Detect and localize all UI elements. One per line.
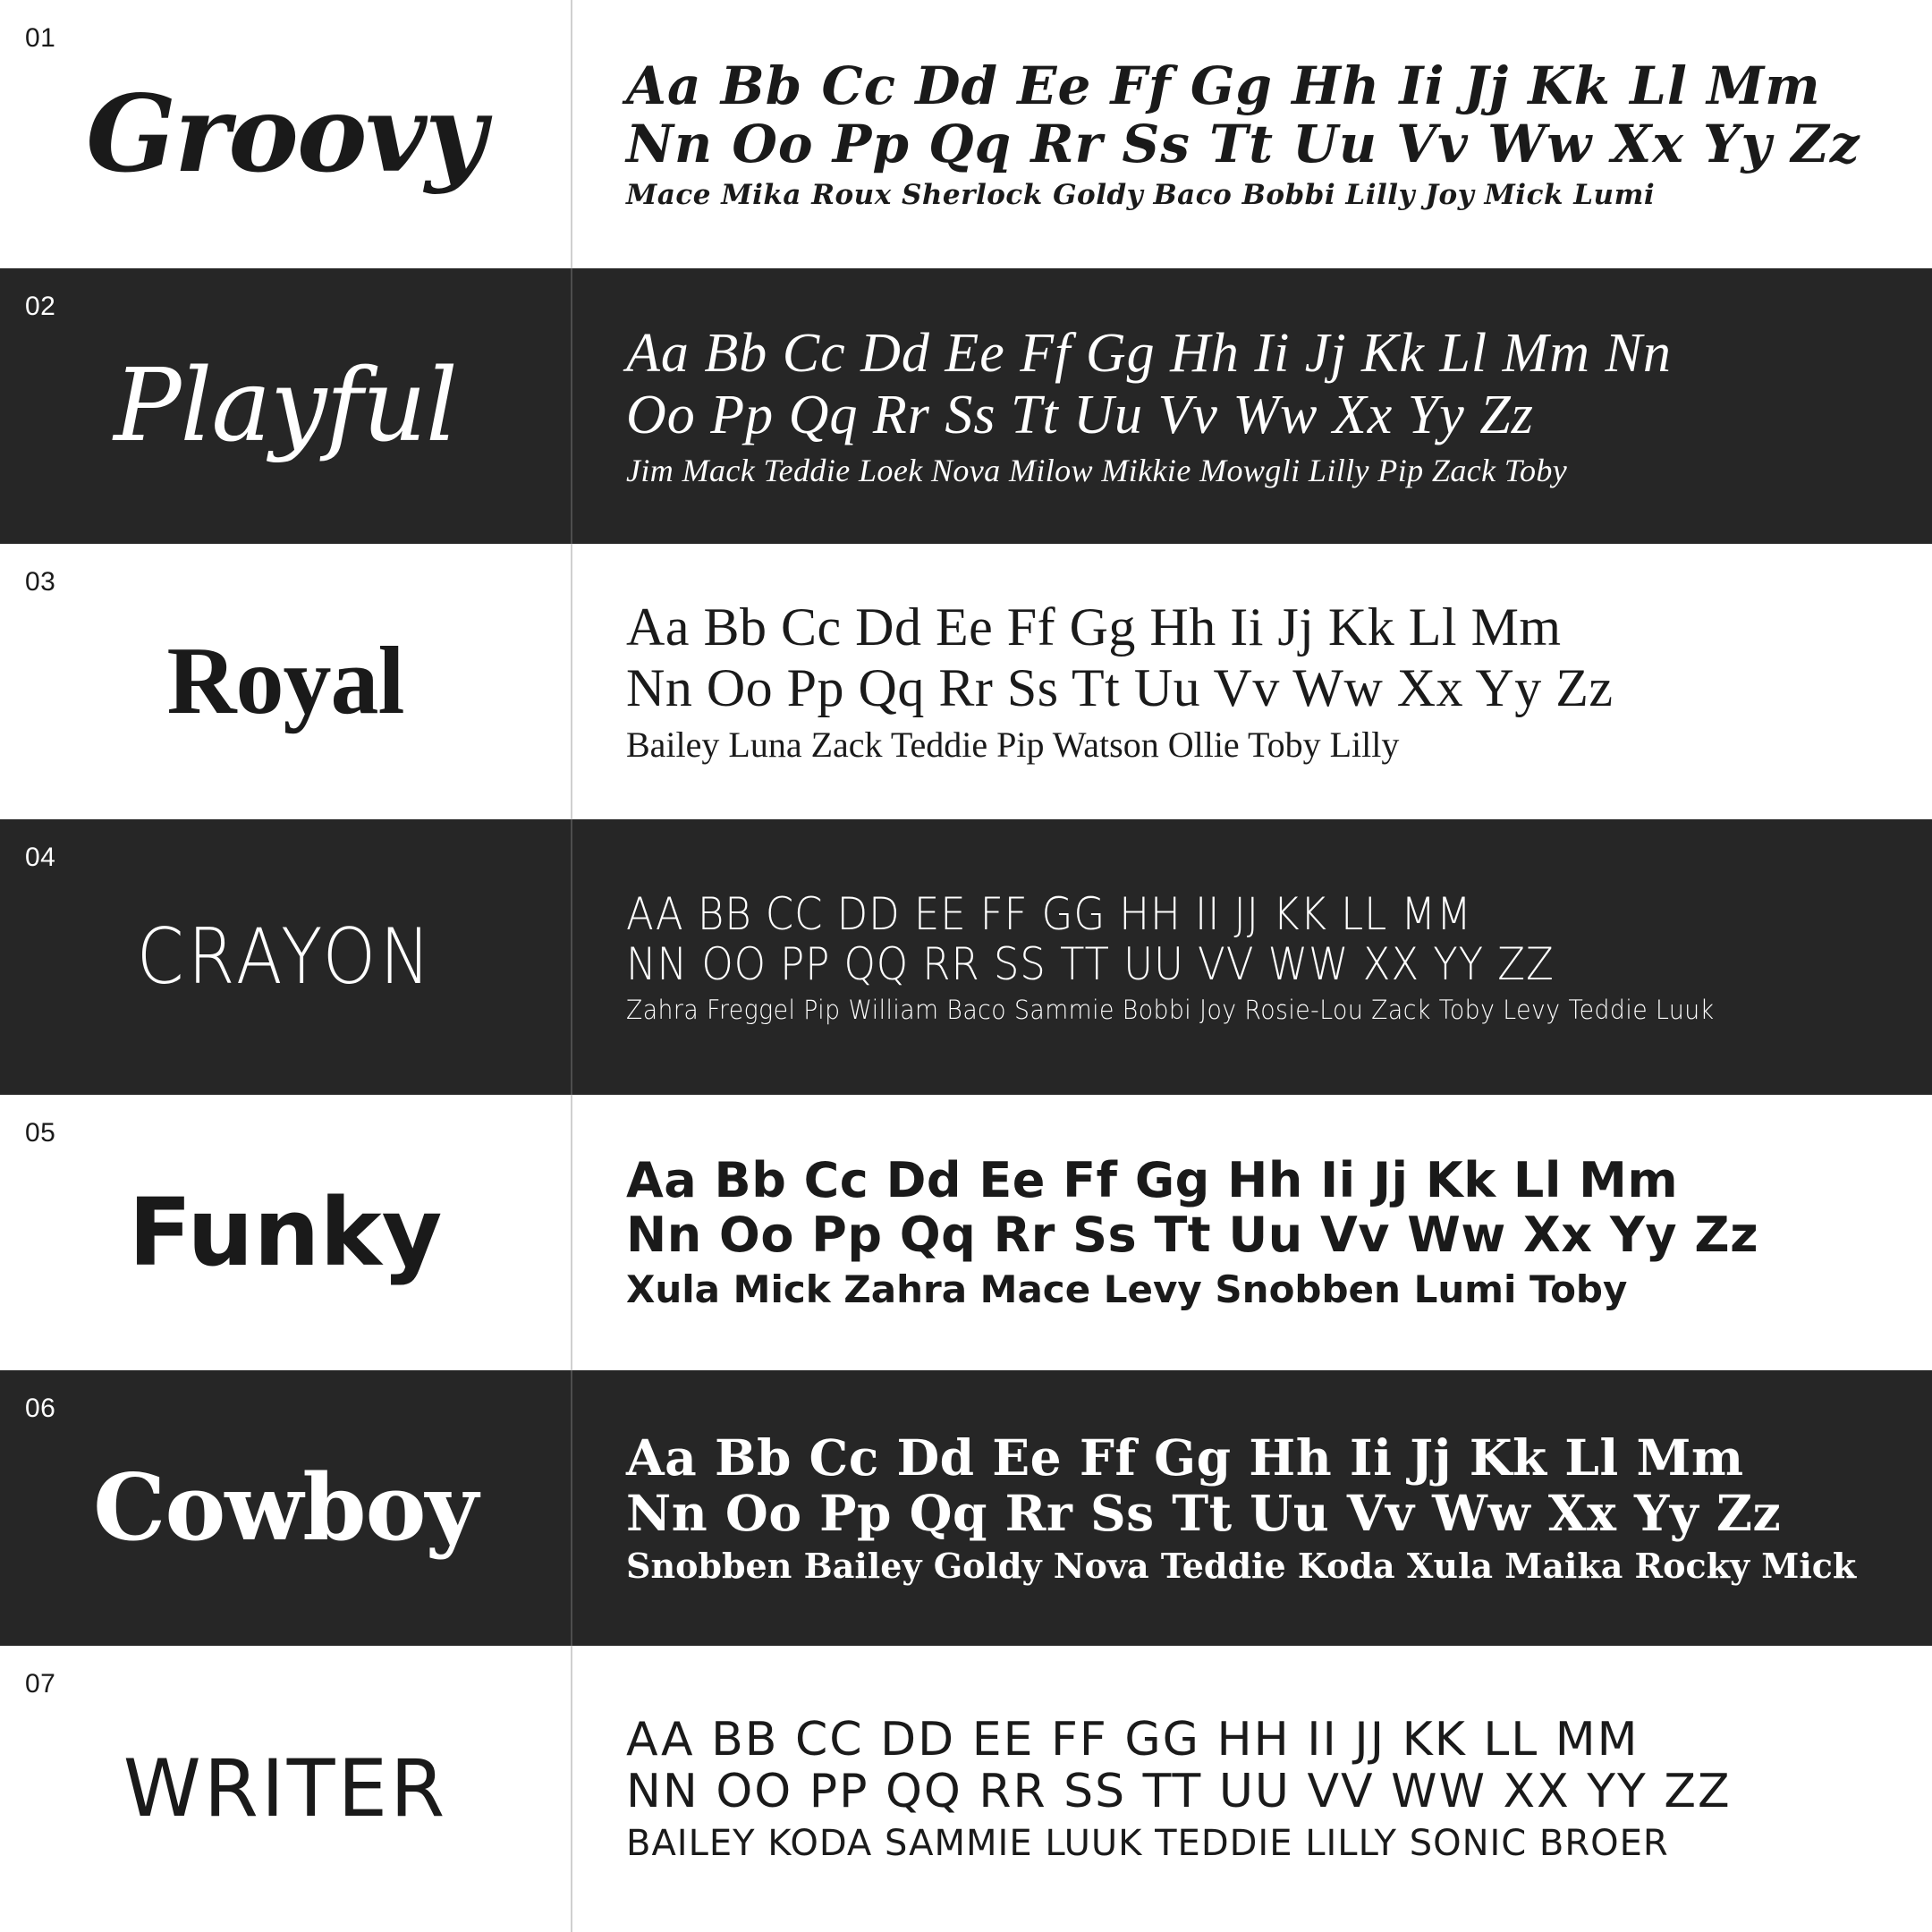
font-name: CRAYON xyxy=(136,912,435,1002)
font-specimen-area xyxy=(572,1370,1932,1646)
sample-names: Snobben Bailey Goldy Nova Teddie Koda Xula Maika Rocky Mick xyxy=(626,1546,1857,1587)
row-index: 07 xyxy=(25,1669,56,1699)
font-row-cowboy[interactable] xyxy=(0,1370,1932,1646)
alphabet-line-1: Aa Bb Cc Dd Ee Ff Gg Hh Ii Jj Kk Ll Mm Nn xyxy=(626,322,1672,384)
font-row-groovy[interactable] xyxy=(0,0,1932,268)
row-index: 01 xyxy=(25,23,56,53)
font-name: Cowboy xyxy=(93,1454,478,1562)
font-specimen-area xyxy=(572,268,1932,544)
font-row-label-area xyxy=(0,0,572,268)
font-row-crayon[interactable] xyxy=(0,819,1932,1095)
alphabet-line-1: Aa Bb Cc Dd Ee Ff Gg Hh Ii Jj Kk Ll Mm xyxy=(626,1428,1744,1487)
row-index: 02 xyxy=(25,292,56,321)
alphabet-line-1: Aa Bb Cc Dd Ee Ff Gg Hh Ii Jj Kk Ll Mm xyxy=(626,55,1821,117)
alphabet-line-1: Aa Bb Cc Dd Ee Ff Gg Hh Ii Jj Kk Ll Mm xyxy=(626,597,1562,657)
row-index: 04 xyxy=(25,843,56,872)
font-name: Funky xyxy=(128,1178,443,1287)
sample-names: Bailey Luna Zack Teddie Pip Watson Ollie Toby Lilly xyxy=(626,724,1400,765)
font-specimen-area xyxy=(572,819,1932,1095)
font-row-label-area xyxy=(0,268,572,544)
font-specimen-area xyxy=(572,1646,1932,1932)
alphabet-line-1: Aa Bb Cc Dd Ee Ff Gg Hh Ii Jj Kk Ll Mm xyxy=(626,1152,1679,1209)
row-index: 06 xyxy=(25,1394,56,1423)
alphabet-line-2: NN OO PP QQ RR SS TT UU VV WW XX YY ZZ xyxy=(626,938,1555,990)
font-row-label-area xyxy=(0,1646,572,1932)
font-row-playful[interactable] xyxy=(0,268,1932,544)
sample-names: Zahra Freggel Pip William Baco Sammie Bobbi Joy Rosie-Lou Zack Toby Levy Teddie Luuk xyxy=(626,995,1715,1025)
font-row-label-area xyxy=(0,1370,572,1646)
font-row-label-area xyxy=(0,1095,572,1370)
font-name: Groovy xyxy=(86,72,485,196)
row-index: 03 xyxy=(25,567,56,597)
alphabet-line-1: AA BB CC DD EE FF GG HH II JJ KK LL MM xyxy=(626,1712,1640,1767)
row-index: 05 xyxy=(25,1118,56,1148)
alphabet-line-2: Nn Oo Pp Qq Rr Ss Tt Uu Vv Ww Xx Yy Zz xyxy=(626,1206,1759,1263)
sample-names: Mace Mika Roux Sherlock Goldy Baco Bobbi Lilly Joy Mick Lumi xyxy=(626,178,1656,211)
font-row-funky[interactable] xyxy=(0,1095,1932,1370)
alphabet-line-2: NN OO PP QQ RR SS TT UU VV WW XX YY ZZ xyxy=(626,1765,1732,1818)
alphabet-line-1: AA BB CC DD EE FF GG HH II JJ KK LL MM xyxy=(626,888,1472,940)
sample-names: Xula Mick Zahra Mace Levy Snobben Lumi Toby xyxy=(626,1267,1628,1311)
font-name: WRITER xyxy=(123,1742,448,1835)
alphabet-line-2: Nn Oo Pp Qq Rr Ss Tt Uu Vv Ww Xx Yy Zz xyxy=(626,1483,1782,1542)
alphabet-line-2: Oo Pp Qq Rr Ss Tt Uu Vv Ww Xx Yy Zz xyxy=(626,385,1534,445)
sample-names: Jim Mack Teddie Loek Nova Milow Mikkie Mowgli Lilly Pip Zack Toby xyxy=(626,453,1568,489)
alphabet-line-2: Nn Oo Pp Qq Rr Ss Tt Uu Vv Ww Xx Yy Zz xyxy=(626,114,1860,174)
font-row-label-area xyxy=(0,544,572,819)
sample-names: BAILEY KODA SAMMIE LUUK TEDDIE LILLY SONIC BROER xyxy=(626,1823,1669,1865)
font-name: Royal xyxy=(166,628,404,734)
font-specimen-area xyxy=(572,1095,1932,1370)
alphabet-line-2: Nn Oo Pp Qq Rr Ss Tt Uu Vv Ww Xx Yy Zz xyxy=(626,657,1614,717)
font-specimen-area xyxy=(572,544,1932,819)
font-specimen-area xyxy=(572,0,1932,268)
font-row-label-area xyxy=(0,819,572,1095)
font-row-royal[interactable] xyxy=(0,544,1932,819)
font-name: Playful xyxy=(114,348,457,464)
font-row-writer[interactable] xyxy=(0,1646,1932,1932)
